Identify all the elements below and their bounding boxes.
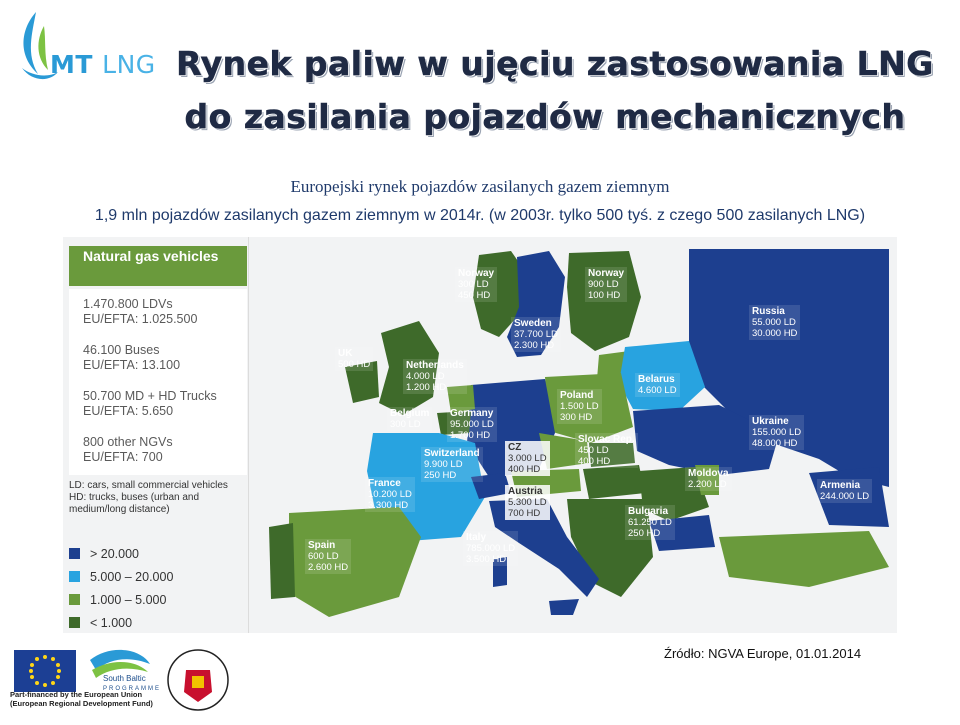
country-portugal: [269, 523, 295, 599]
legend-header: [69, 246, 247, 286]
scale-label: < 1.000: [90, 615, 133, 630]
swatch-dark-green: [69, 617, 80, 628]
label-russia: Russia 55.000 LD 30.000 HD: [749, 305, 800, 340]
legend-header-text: Natural gas vehicles: [83, 248, 219, 264]
logo-lng: LNG: [102, 50, 156, 79]
logo-mt: MT: [50, 50, 93, 79]
label-uk: UK 500 HD: [335, 347, 373, 371]
footer-logos: [0, 640, 300, 720]
stat-trucks: [83, 389, 247, 419]
stat-line: 46.100 Buses: [83, 343, 160, 357]
label-spain: Spain 600 LD 2.600 HD: [305, 539, 351, 574]
south-baltic-caption: South Baltic PROGRAMME: [103, 674, 162, 692]
source-caption: Źródło: NGVA Europe, 01.01.2014: [664, 646, 862, 661]
country-hungary: [583, 465, 645, 499]
swatch-light-blue: [69, 571, 80, 582]
scale-label: > 20.000: [90, 546, 140, 561]
label-france: France 10.200 LD 3.300 HD: [365, 477, 415, 512]
label-germany: Germany 95.000 LD 1.700 HD: [447, 407, 497, 442]
label-norway-2: Norway 900 LD 100 HD: [585, 267, 627, 302]
stat-line: EU/EFTA: 5.650: [83, 404, 174, 418]
label-bulgaria: Bulgaria 61.250 LD 250 HD: [625, 505, 675, 540]
stat-buses: [83, 343, 247, 373]
note-hd: HD: trucks, buses (urban and medium/long distance): [69, 492, 200, 515]
scale-row: [69, 542, 249, 565]
swatch-dark-blue: [69, 548, 80, 559]
label-netherlands: Netherlands 4.000 LD 1.200 HD: [403, 359, 467, 394]
subtitle: Europejski rynek pojazdów zasilanych gazem ziemnym: [290, 177, 670, 196]
ngv-map-figure: [63, 237, 897, 633]
eu-caption-line1: Part-financed by the European Union: [10, 690, 143, 699]
stat-line: 800 other NGVs: [83, 435, 173, 449]
label-ukraine: Ukraine 155.000 LD 48.000 HD: [749, 415, 804, 450]
stat-line: 1.470.800 LDVs: [83, 297, 173, 311]
stat-line: EU/EFTA: 1.025.500: [83, 312, 198, 326]
page-title-line2: do zasilania pojazdów mechanicznych: [184, 97, 906, 136]
label-switzerland: Switzerland 9.900 LD 250 HD: [421, 447, 483, 482]
stat-line: EU/EFTA: 13.100: [83, 358, 181, 372]
label-italy: Italy 785.000 LD 3.500 HD: [463, 531, 518, 566]
scale-label: 1.000 – 5.000: [90, 592, 167, 607]
note-ld: LD: cars, small commercial vehicles: [69, 480, 228, 491]
label-moldova: Moldova 2.200 LD: [685, 467, 732, 491]
label-belarus: Belarus 4.600 LD: [635, 373, 680, 397]
stat-ldv: [83, 297, 247, 327]
swatch-green: [69, 594, 80, 605]
legend-scale: [69, 542, 249, 633]
page-title-line1: Rynek paliw w ujęciu zastosowania LNG: [176, 44, 934, 83]
label-slovakia: Slovac Rep. 450 LD 400 HD: [575, 433, 638, 468]
stat-line: 50.700 MD + HD Trucks: [83, 389, 217, 403]
europe-map: [249, 237, 897, 633]
logo-text: [50, 50, 156, 79]
stat-other: [83, 435, 247, 465]
label-armenia: Armenia 244.000 LD: [817, 479, 872, 503]
subtitle-stats: 1,9 mln pojazdów zasilanych gazem ziemnym w 2014r. (w 2003r. tylko 500 tyś. z czego 500 zasilanych LNG): [94, 207, 866, 224]
label-austria: Austria 5.300 LD 700 HD: [505, 485, 550, 520]
label-poland: Poland 1.500 LD 300 HD: [557, 389, 602, 424]
scale-row: [69, 611, 249, 633]
legend-stats: [69, 289, 247, 475]
scale-label: 5.000 – 20.000: [90, 569, 174, 584]
scale-row: [69, 588, 249, 611]
stat-line: EU/EFTA: 700: [83, 450, 163, 464]
label-sweden: Sweden 37.700 LD 2.300 HD: [511, 317, 561, 352]
label-cz: CZ 3.000 LD 400 HD: [505, 441, 550, 476]
legend-panel: [63, 237, 249, 633]
legend-notes: [69, 480, 249, 516]
label-belgium: Belgium 300 LD: [387, 407, 432, 431]
eu-caption: [10, 690, 153, 708]
label-norway-1: Norway 300 LD 450 HD: [455, 267, 497, 302]
scale-row: [69, 565, 249, 588]
eu-caption-line2: (European Regional Development Fund): [10, 699, 153, 708]
